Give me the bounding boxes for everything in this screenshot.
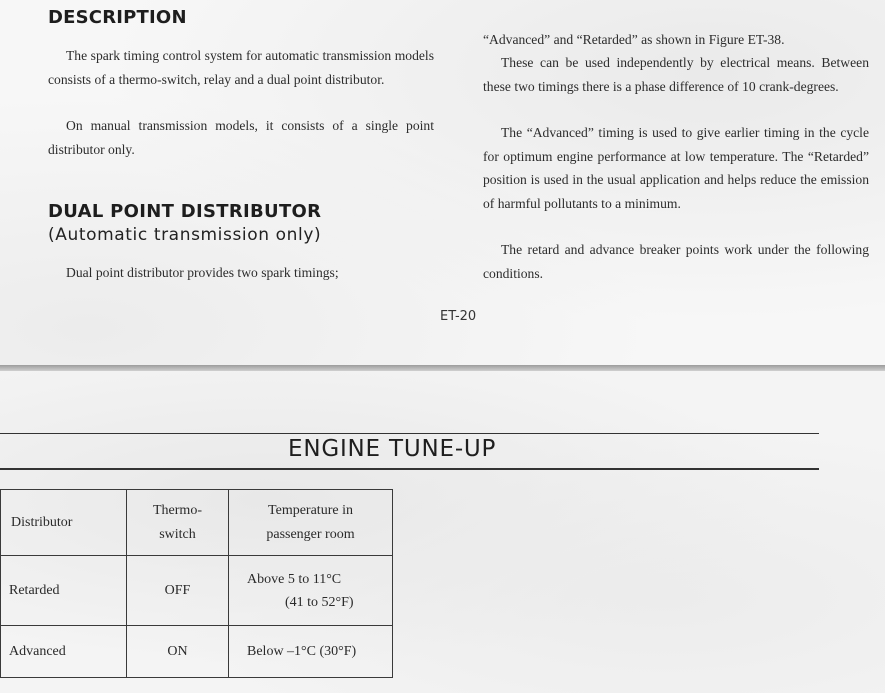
- dual-point-heading: DUAL POINT DISTRIBUTOR: [48, 201, 322, 222]
- table-row: [1, 556, 393, 626]
- right-paragraph-4: The retard and advance breaker points work under the following conditions.: [483, 242, 869, 281]
- description-paragraph-1: The spark timing control system for automatic transmission models consists of a thermo-switch, relay and a dual point distributor.: [48, 48, 434, 87]
- timing-conditions-table: [0, 489, 393, 678]
- table-row: [1, 626, 393, 678]
- page-number: ET-20: [440, 309, 477, 324]
- dual-point-paragraph: Dual point distributor provides two spark timings;: [66, 265, 339, 280]
- temp-retarded-line2: (41 to 52°F): [285, 594, 354, 610]
- temp-retarded-line1: Above 5 to 11°C: [247, 571, 342, 587]
- header-temp-line2: passenger room: [266, 526, 355, 542]
- right-paragraph-2: These can be used independently by electrical means. Between these two timings there is a phase difference of 10 crank-degrees.: [483, 55, 869, 94]
- table-header-row: [1, 490, 393, 556]
- section-title: ENGINE TUNE-UP: [288, 436, 497, 462]
- header-temp-line1: Temperature in: [268, 502, 353, 518]
- row-temperature-retarded: [229, 556, 393, 626]
- row-distributor-retarded: Retarded: [1, 556, 127, 626]
- row-thermo-on: ON: [127, 626, 229, 678]
- section-rule-bottom: [0, 468, 819, 470]
- row-temperature-advanced: Below –1°C (30°F): [229, 626, 393, 678]
- description-heading: DESCRIPTION: [48, 7, 187, 28]
- header-distributor: Distributor: [1, 490, 127, 556]
- header-thermo-line2: switch: [159, 526, 196, 542]
- section-rule-top: [0, 433, 819, 434]
- header-thermo-line1: Thermo-: [153, 502, 202, 518]
- dual-point-subheading: (Automatic transmission only): [48, 225, 322, 245]
- right-paragraph-3: The “Advanced” timing is used to give earlier timing in the cycle for optimum engine performance at low temperature. The “Retarded” position is used in the usual application and helps reduce the emission of harmful pollutants to a minimum.: [483, 125, 869, 211]
- header-thermo-switch: [127, 490, 229, 556]
- description-paragraph-2: On manual transmission models, it consists of a single point distributor only.: [48, 118, 434, 157]
- row-distributor-advanced: Advanced: [1, 626, 127, 678]
- header-temperature: [229, 490, 393, 556]
- row-thermo-off: OFF: [127, 556, 229, 626]
- right-paragraph-1: “Advanced” and “Retarded” as shown in Figure ET-38.: [483, 32, 785, 47]
